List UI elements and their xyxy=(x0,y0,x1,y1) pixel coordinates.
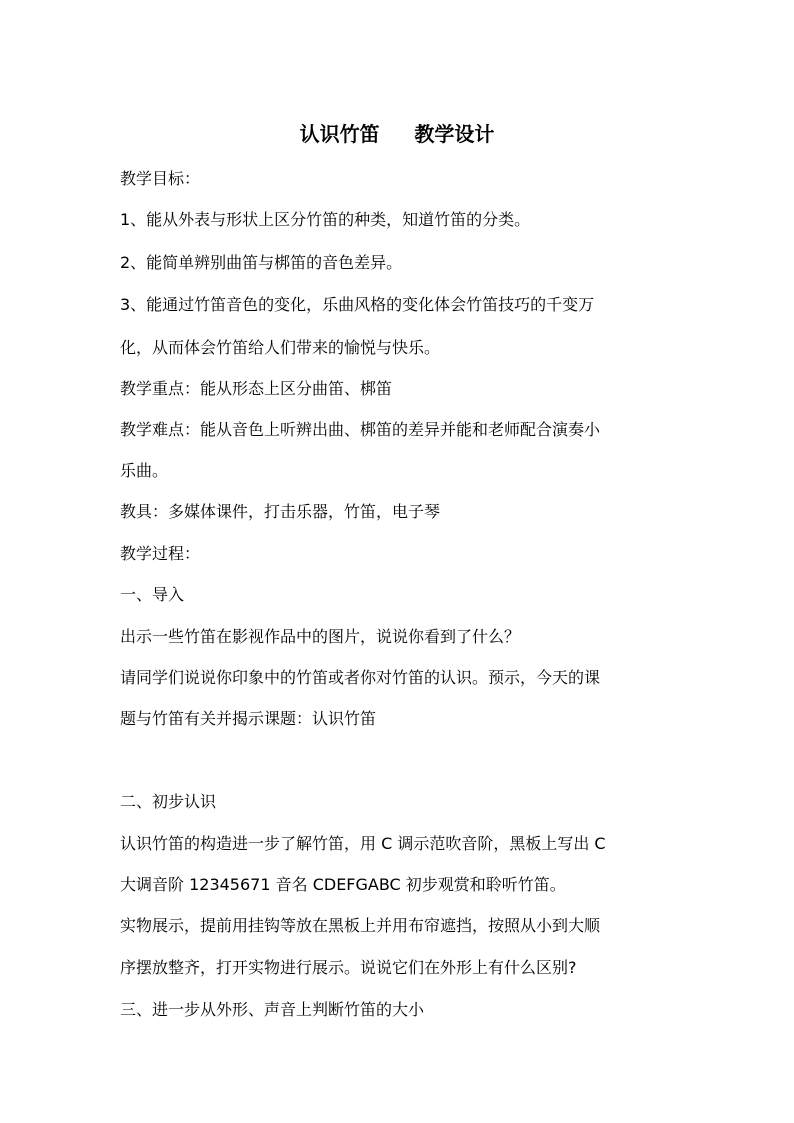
difficulty-line-1: 教学难点：能从音色上听辨出曲、梆笛的差异并能和老师配合演奏小 xyxy=(120,420,601,439)
difficulty-line-2: 乐曲。 xyxy=(120,461,169,480)
step-3-heading: 三、进一步从外形、声音上判断竹笛的大小 xyxy=(120,1000,425,1019)
objective-3-line-1: 3、能通过竹笛音色的变化，乐曲风格的变化体会竹笛技巧的千变万 xyxy=(120,295,595,314)
document-title: 认识竹笛 教学设计 xyxy=(299,122,495,146)
objective-3-line-2: 化，从而体会竹笛给人们带来的愉悦与快乐。 xyxy=(120,338,441,357)
step-1-paragraph-1: 出示一些竹笛在影视作品中的图片，说说你看到了什么？ xyxy=(120,627,521,646)
step-2-paragraph-1-line-1: 认识竹笛的构造进一步了解竹笛，用 C 调示范吹音阶，黑板上写出 C xyxy=(120,834,606,853)
step-1-paragraph-2-line-1: 请同学们说说你印象中的竹笛或者你对竹笛的认识。预示，今天的课 xyxy=(120,668,601,687)
section-heading-process: 教学过程： xyxy=(120,544,201,563)
objective-1: 1、能从外表与形状上区分竹笛的种类，知道竹笛的分类。 xyxy=(120,210,531,229)
step-2-paragraph-2-line-1: 实物展示，提前用挂钩等放在黑板上并用布帘遮挡，按照从小到大顺 xyxy=(120,916,601,935)
step-1-heading: 一、导入 xyxy=(120,585,185,604)
step-2-heading: 二、初步认识 xyxy=(120,792,217,811)
teaching-aids: 教具：多媒体课件，打击乐器，竹笛，电子琴 xyxy=(120,502,441,521)
step-2-paragraph-1-line-2: 大调音阶 12345671 音名 CDEFGABC 初步观赏和聆听竹笛。 xyxy=(120,875,566,894)
key-point: 教学重点：能从形态上区分曲笛、梆笛 xyxy=(120,379,393,398)
objective-2: 2、能简单辨别曲笛与梆笛的音色差异。 xyxy=(120,253,403,272)
step-1-paragraph-2-line-2: 题与竹笛有关并揭示课题：认识竹笛 xyxy=(120,709,377,728)
section-heading-objectives: 教学目标： xyxy=(120,169,201,188)
step-2-paragraph-2-line-2: 序摆放整齐，打开实物进行展示。说说它们在外形上有什么区别? xyxy=(120,958,577,977)
